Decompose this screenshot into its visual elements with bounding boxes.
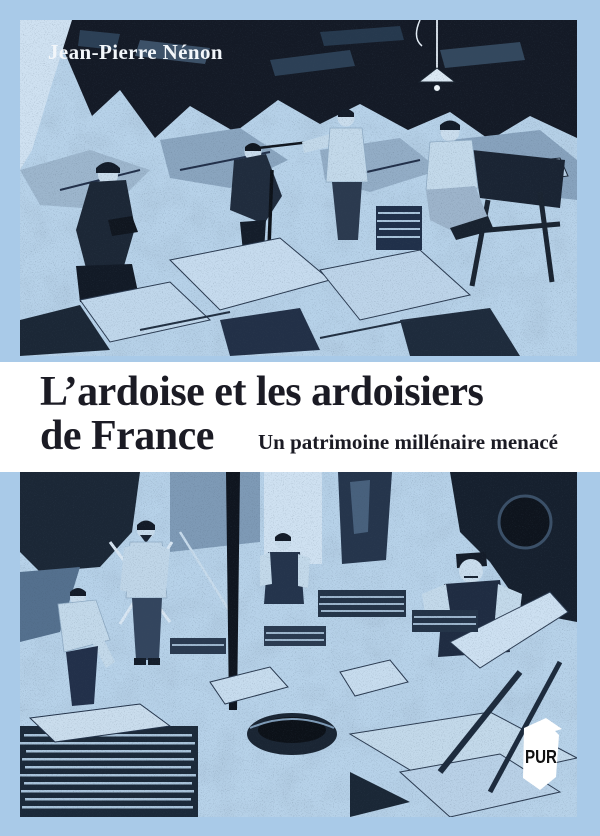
book-subtitle: Un patrimoine millénaire menacé	[258, 430, 558, 454]
author-name: Jean-Pierre Nénon	[48, 40, 223, 64]
title-line-2: de France	[40, 413, 214, 459]
title-band	[0, 362, 600, 472]
photo-top-illustration	[20, 20, 577, 356]
publisher-logo-text: PUR	[525, 747, 557, 767]
photo-bottom-workshop	[20, 472, 577, 817]
photo-top-slate-quarry	[20, 20, 577, 356]
photo-bottom-illustration	[20, 472, 577, 817]
title-line-1: L’ardoise et les ardoisiers	[40, 369, 484, 415]
